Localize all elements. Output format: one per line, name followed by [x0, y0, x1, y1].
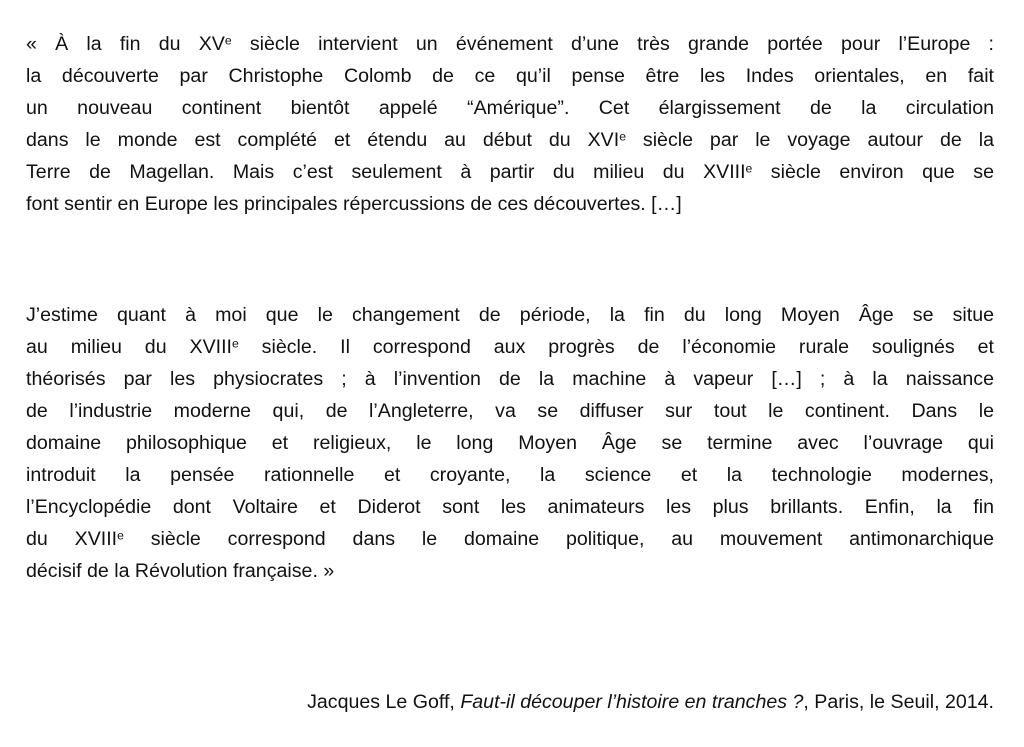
century-superscript: e [745, 161, 753, 176]
text-segment: de l’industrie moderne qui, de l’Angleterre, va se diffuser sur tout le continent. Dans le [26, 400, 994, 422]
text-segment: au milieu du XVIII [26, 336, 232, 358]
text-segment: la découverte par Christophe Colomb de ce qu’il pense être les Indes orientales, en fait [26, 65, 994, 87]
source-citation [307, 686, 994, 718]
quote-paragraph-1 [26, 28, 994, 220]
quote-paragraph-2 [26, 299, 994, 587]
text-segment: J’estime quant à moi que le changement de période, la fin du long Moyen Âge se situe [26, 304, 994, 326]
text-line [26, 523, 994, 555]
text-segment: siècle par le voyage autour de la [625, 129, 994, 151]
text-segment: dans le monde est complété et étendu au début du XVI [26, 129, 620, 151]
century-superscript: e [224, 33, 232, 48]
citation-publisher: , Paris, le Seuil, 2014. [803, 691, 994, 713]
text-segment: domaine philosophique et religieux, le long Moyen Âge se termine avec l’ouvrage qui [26, 432, 994, 454]
text-line [26, 459, 994, 491]
century-superscript: e [231, 336, 239, 351]
text-line [26, 156, 994, 188]
text-segment: siècle environ que se [752, 161, 994, 183]
text-segment: décisif de la Révolution française. » [26, 560, 335, 582]
text-line [26, 395, 994, 427]
text-segment: un nouveau continent bientôt appelé “Amérique”. Cet élargissement de la circulation [26, 97, 994, 119]
text-line [26, 555, 994, 587]
citation-author: Jacques Le Goff, [307, 691, 461, 713]
text-line [26, 124, 994, 156]
text-line [26, 60, 994, 92]
text-segment: siècle intervient un événement d’une très grande portée pour l’Europe : [231, 33, 994, 55]
text-segment: Terre de Magellan. Mais c’est seulement à partir du milieu du XVIII [26, 161, 746, 183]
text-segment: introduit la pensée rationnelle et croyante, la science et la technologie modernes, [26, 464, 994, 486]
text-line [26, 188, 994, 220]
text-line [26, 299, 994, 331]
citation-title: Faut-il découper l’histoire en tranches ? [460, 691, 804, 713]
text-segment: « À la fin du XV [26, 33, 225, 55]
century-superscript: e [619, 129, 626, 144]
text-segment: siècle correspond dans le domaine politique, au mouvement antimonarchique [123, 528, 994, 550]
text-line [26, 28, 994, 60]
text-line [26, 427, 994, 459]
text-segment: font sentir en Europe les principales répercussions de ces découvertes. […] [26, 193, 682, 215]
text-line [26, 491, 994, 523]
text-segment: l’Encyclopédie dont Voltaire et Diderot sont les animateurs les plus brillants. Enfin, la fin [26, 496, 994, 518]
text-segment: théorisés par les physiocrates ; à l’invention de la machine à vapeur […] ; à la naissance [26, 368, 994, 390]
text-segment: siècle. Il correspond aux progrès de l’économie rurale soulignés et [238, 336, 994, 358]
text-segment: du XVIII [26, 528, 118, 550]
text-line [26, 92, 994, 124]
century-superscript: e [117, 528, 124, 543]
text-line [26, 363, 994, 395]
text-line [26, 331, 994, 363]
